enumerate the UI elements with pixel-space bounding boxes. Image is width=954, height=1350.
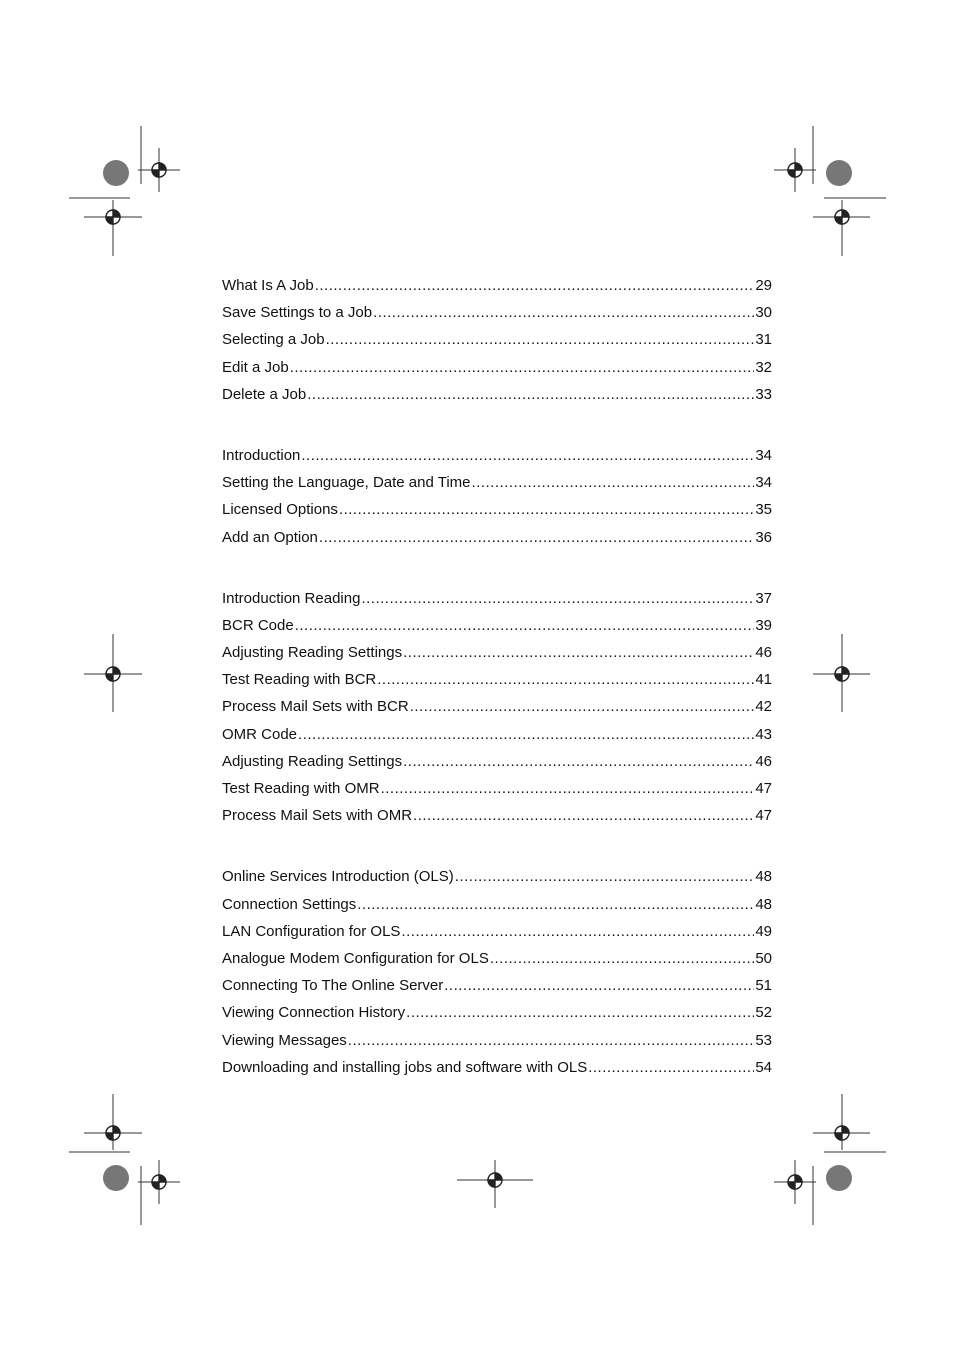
toc-section [222,867,772,1085]
toc-entry-page-number: 47 [755,807,772,825]
dot-leader [301,446,754,466]
toc-entry-page-number: 36 [755,528,772,546]
toc-entry-title: Adjusting Reading Settings [222,752,403,770]
toc-entry[interactable] [222,303,772,330]
toc-entry-page-number: 50 [755,949,772,967]
toc-entry[interactable] [222,806,772,833]
toc-entry[interactable] [222,697,772,724]
toc-entry[interactable] [222,725,772,752]
toc-entry-title: Edit a Job [222,358,289,376]
dot-leader [401,922,754,942]
dot-leader [490,949,754,969]
toc-entry-title: Online Services Introduction (OLS) [222,868,454,886]
registration-target-icon [152,163,166,177]
toc-entry-title: Setting the Language, Date and Time [222,474,471,492]
dot-leader [295,616,755,636]
toc-entry-page-number: 54 [755,1058,772,1076]
toc-entry-page-number: 39 [755,616,772,634]
registration-target-icon [788,1175,802,1189]
toc-entry-page-number: 53 [755,1031,772,1049]
toc-entry-page-number: 42 [755,698,772,716]
toc-entry[interactable] [222,867,772,894]
registration-target-icon [488,1173,502,1187]
gray-dot-mark [103,160,129,186]
toc-entry-title: Connection Settings [222,895,357,913]
toc-entry-page-number: 41 [755,671,772,689]
toc-entry-page-number: 51 [755,977,772,995]
toc-entry[interactable] [222,330,772,357]
gray-dot-mark [826,160,852,186]
dot-leader [298,725,754,745]
toc-entry[interactable] [222,473,772,500]
toc-entry-page-number: 32 [755,358,772,376]
dot-leader [373,303,754,323]
dot-leader [588,1058,754,1078]
toc-entry-page-number: 30 [755,304,772,322]
toc-entry-page-number: 48 [755,895,772,913]
toc-entry-page-number: 52 [755,1004,772,1022]
toc-entry-title: Analogue Modem Configuration for OLS [222,949,489,967]
toc-entry[interactable] [222,616,772,643]
toc-entry-page-number: 46 [755,644,772,662]
toc-entry-title: Introduction [222,446,301,464]
toc-entry[interactable] [222,589,772,616]
toc-section [222,276,772,412]
toc-entry-page-number: 34 [755,474,772,492]
toc-entry-page-number: 47 [755,780,772,797]
toc-entry-title: Introduction Reading [222,589,361,607]
dot-leader [348,1031,755,1051]
dot-leader [455,867,755,887]
dot-leader [403,643,754,663]
registration-target-icon [835,1126,849,1140]
dot-leader [361,589,754,609]
toc-entry[interactable] [222,446,772,473]
registration-target-icon [152,1175,166,1189]
toc-entry-page-number: 49 [755,922,772,940]
toc-entry[interactable] [222,949,772,976]
toc-entry-title: Process Mail Sets with OMR [222,807,413,825]
toc-entry-page-number: 46 [755,752,772,770]
toc-entry-title: Test Reading with BCR [222,671,377,689]
toc-entry[interactable] [222,500,772,527]
dot-leader [357,895,754,915]
toc-entry[interactable] [222,528,772,555]
toc-entry-page-number: 33 [755,385,772,403]
toc-entry-title: LAN Configuration for OLS [222,922,401,940]
toc-entry[interactable] [222,276,772,303]
table-of-contents [222,276,772,1085]
toc-entry[interactable] [222,922,772,949]
toc-entry[interactable] [222,976,772,1003]
toc-entry-title: Downloading and installing jobs and software with OLS [222,1058,588,1076]
toc-entry[interactable] [222,385,772,412]
dot-leader [290,358,755,378]
toc-entry[interactable] [222,779,772,806]
toc-entry-title: Test Reading with OMR [222,780,380,797]
registration-target-icon [106,667,120,681]
toc-entry-page-number: 29 [755,277,772,294]
dot-leader [413,806,754,826]
toc-entry-title: OMR Code [222,725,298,743]
dot-leader [444,976,754,996]
toc-entry-title: Process Mail Sets with BCR [222,698,409,716]
toc-entry-title: Connecting To The Online Server [222,977,444,995]
toc-entry-title: What Is A Job [222,277,314,294]
toc-entry[interactable] [222,752,772,779]
toc-entry-page-number: 34 [755,446,772,464]
toc-entry-title: Add an Option [222,528,318,546]
toc-entry-page-number: 48 [755,868,772,886]
toc-entry[interactable] [222,670,772,697]
dot-leader [339,500,754,520]
dot-leader [410,697,755,717]
toc-entry[interactable] [222,358,772,385]
toc-entry[interactable] [222,1058,772,1085]
toc-entry-page-number: 37 [755,589,772,607]
dot-leader [403,752,754,772]
toc-entry-page-number: 35 [755,501,772,519]
toc-entry-title: Licensed Options [222,501,338,519]
registration-target-icon [106,210,120,224]
registration-target-icon [106,1126,120,1140]
toc-entry-title: Adjusting Reading Settings [222,644,403,662]
dot-leader [319,528,754,548]
dot-leader [381,779,755,799]
dot-leader [406,1003,754,1023]
dot-leader [307,385,754,405]
toc-entry[interactable] [222,1031,772,1058]
toc-entry[interactable] [222,895,772,922]
registration-target-icon [788,163,802,177]
registration-target-icon [835,210,849,224]
toc-entry-title: Viewing Connection History [222,1004,406,1022]
toc-entry-title: Selecting a Job [222,331,325,349]
toc-entry[interactable] [222,643,772,670]
registration-target-icon [835,667,849,681]
toc-entry[interactable] [222,1003,772,1030]
dot-leader [377,670,754,690]
dot-leader [326,330,755,350]
dot-leader [315,276,755,296]
toc-entry-title: Delete a Job [222,385,307,403]
toc-entry-title: Viewing Messages [222,1031,347,1049]
gray-dot-mark [103,1165,129,1191]
toc-entry-page-number: 31 [755,331,772,349]
toc-entry-page-number: 43 [755,725,772,743]
toc-entry-title: BCR Code [222,616,294,634]
toc-section [222,446,772,555]
toc-section [222,589,772,834]
gray-dot-mark [826,1165,852,1191]
toc-entry-title: Save Settings to a Job [222,304,373,322]
dot-leader [472,473,755,493]
